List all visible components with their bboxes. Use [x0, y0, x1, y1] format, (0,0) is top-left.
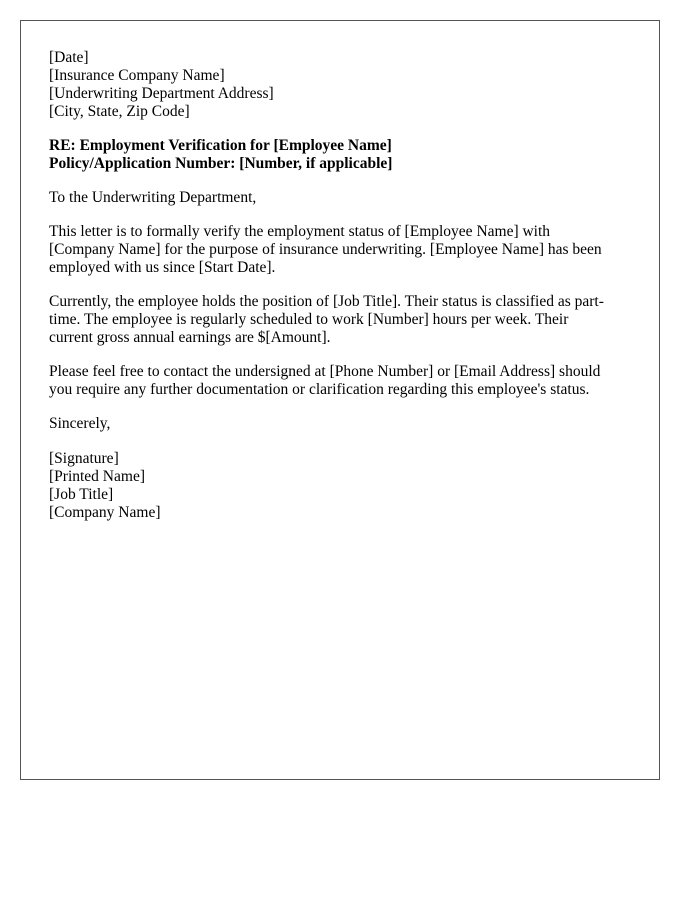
paragraph-line: [Company Name] for the purpose of insurance underwriting. [Employee Name] has been — [49, 241, 602, 258]
closing-text: Sincerely, — [49, 415, 111, 432]
signer-job-title: [Job Title] — [49, 486, 114, 503]
signer-company-name: [Company Name] — [49, 504, 161, 521]
body-paragraph-2 — [49, 293, 639, 347]
letter-date: [Date] — [49, 49, 89, 66]
letter-content — [49, 49, 639, 522]
paragraph-line: employed with us since [Start Date]. — [49, 259, 276, 276]
recipient-address-block — [49, 49, 639, 121]
paragraph-line: This letter is to formally verify the employment status of [Employee Name] with — [49, 223, 551, 240]
subject-re-line: RE: Employment Verification for [Employee Name] — [49, 137, 392, 154]
signature-placeholder: [Signature] — [49, 450, 119, 467]
paragraph-line: Please feel free to contact the undersigned at [Phone Number] or [Email Address] should — [49, 363, 601, 380]
salutation — [49, 189, 639, 207]
salutation-text: To the Underwriting Department, — [49, 189, 257, 206]
body-paragraph-3 — [49, 363, 639, 399]
signature-block — [49, 450, 639, 522]
subject-block — [49, 137, 639, 173]
paragraph-line: you require any further documentation or clarification regarding this employee's status. — [49, 381, 590, 398]
printed-name: [Printed Name] — [49, 468, 145, 485]
subject-policy-line: Policy/Application Number: [Number, if applicable] — [49, 155, 393, 172]
paragraph-line: time. The employee is regularly scheduled to work [Number] hours per week. Their — [49, 311, 569, 328]
closing — [49, 415, 639, 433]
paragraph-line: Currently, the employee holds the position of [Job Title]. Their status is classified as part- — [49, 293, 604, 310]
insurance-company-name: [Insurance Company Name] — [49, 67, 225, 84]
city-state-zip: [City, State, Zip Code] — [49, 103, 190, 120]
paragraph-line: current gross annual earnings are $[Amount]. — [49, 329, 331, 346]
letter-page — [20, 20, 660, 780]
department-address: [Underwriting Department Address] — [49, 85, 274, 102]
body-paragraph-1 — [49, 223, 639, 277]
